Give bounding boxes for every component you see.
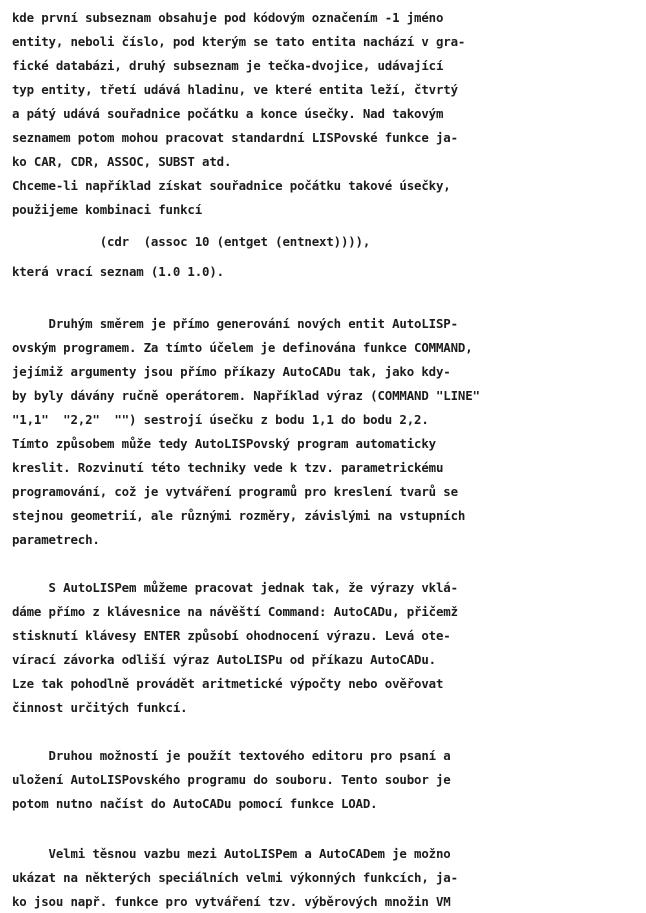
text-line: parametrech. xyxy=(12,532,100,547)
text-line: ovským programem. Za tímto účelem je definována funkce COMMAND, xyxy=(12,340,473,355)
text-line: "1,1" "2,2" "") sestrojí úsečku z bodu 1,1 do bodu 2,2. xyxy=(12,412,429,427)
text-line: fické databázi, druhý subseznam je tečka-dvojice, udávající xyxy=(12,58,444,73)
text-line: kde první subseznam obsahuje pod kódovým označením -1 jméno xyxy=(12,10,444,25)
code-line: (cdr (assoc 10 (entget (entnext)))), xyxy=(12,234,371,249)
text-line: jejímiž argumenty jsou přímo příkazy AutoCADu tak, jako kdy- xyxy=(12,364,451,379)
text-line: vírací závorka odliší výraz AutoLISPu od příkazu AutoCADu. xyxy=(12,652,436,667)
text-line: která vrací seznam (1.0 1.0). xyxy=(12,264,224,279)
paragraph-start: Druhým směrem je přímo generování nových entit AutoLISP- xyxy=(12,316,458,331)
text-line: Tímto způsobem může tedy AutoLISPovský program automaticky xyxy=(12,436,436,451)
text-line: stejnou geometrií, ale různými rozměry, závislými na vstupních xyxy=(12,508,466,523)
paragraph-start: Druhou možností je použít textového editoru pro psaní a xyxy=(12,748,451,763)
text-line: ko jsou např. funkce pro vytváření tzv. výběrových množin VM xyxy=(12,894,451,909)
paragraph-start: Velmi těsnou vazbu mezi AutoLISPem a AutoCADem je možno xyxy=(12,846,451,861)
paragraph-start: S AutoLISPem můžeme pracovat jednak tak, že výrazy vklá- xyxy=(12,580,458,595)
text-line: kreslit. Rozvinutí této techniky vede k tzv. parametrickému xyxy=(12,460,444,475)
text-line: Lze tak pohodlně provádět aritmetické výpočty nebo ověřovat xyxy=(12,676,444,691)
text-line: by byly dávány ručně operátorem. Například výraz (COMMAND "LINE" xyxy=(12,388,480,403)
text-line: použijeme kombinaci funkcí xyxy=(12,202,203,217)
text-line: programování, což je vytváření programů pro kreslení tvarů se xyxy=(12,484,458,499)
text-line: entity, neboli číslo, pod kterým se tato entita nachází v gra- xyxy=(12,34,466,49)
text-line: ko CAR, CDR, ASSOC, SUBST atd. xyxy=(12,154,232,169)
text-line: potom nutno načíst do AutoCADu pomocí funkce LOAD. xyxy=(12,796,378,811)
text-line: stisknutí klávesy ENTER způsobí ohodnocení výrazu. Levá ote- xyxy=(12,628,451,643)
text-line: uložení AutoLISPovského programu do souboru. Tento soubor je xyxy=(12,772,451,787)
text-line: činnost určitých funkcí. xyxy=(12,700,188,715)
text-line: seznamem potom mohou pracovat standardní LISPovské funkce ja- xyxy=(12,130,458,145)
text-line: a pátý udává souřadnice počátku a konce úsečky. Nad takovým xyxy=(12,106,444,121)
text-line: typ entity, třetí udává hladinu, ve které entita leží, čtvrtý xyxy=(12,82,458,97)
text-line: Chceme-li například získat souřadnice počátku takové úsečky, xyxy=(12,178,451,193)
text-line: dáme přímo z klávesnice na návěští Command: AutoCADu, přičemž xyxy=(12,604,458,619)
text-line: ukázat na některých speciálních velmi výkonných funkcích, ja- xyxy=(12,870,458,885)
